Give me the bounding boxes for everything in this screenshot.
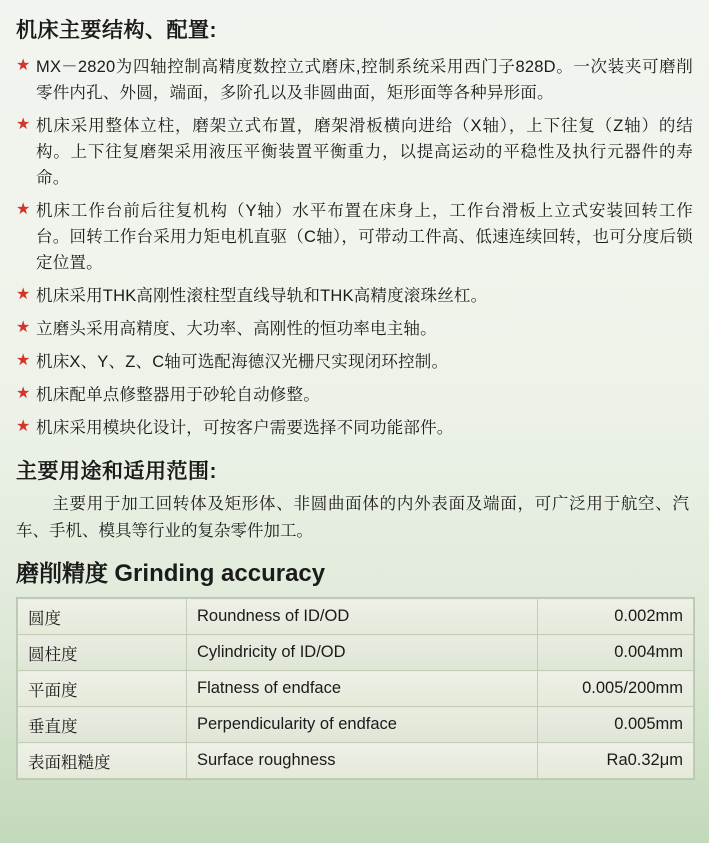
row-label-cn: 垂直度 bbox=[18, 707, 187, 743]
section-title-usage: 主要用途和适用范围: bbox=[16, 460, 217, 483]
list-item-text: 立磨头采用高精度、大功率、高刚性的恒功率电主轴。 bbox=[36, 320, 437, 338]
table-row bbox=[18, 635, 694, 671]
row-label-en: Surface roughness bbox=[187, 743, 538, 779]
accuracy-heading bbox=[16, 555, 693, 588]
list-item bbox=[16, 382, 693, 408]
structure-bullet-list bbox=[16, 54, 693, 441]
section-title-structure: 机床主要结构、配置: bbox=[16, 19, 217, 42]
list-item-text: 机床配单点修整器用于砂轮自动修整。 bbox=[36, 386, 320, 404]
table-row bbox=[18, 671, 694, 707]
list-item-text: 机床工作台前后往复机构（Y轴）水平布置在床身上，工作台滑板上立式安装回转工作台。回转工作台采用力矩电机直驱（C轴），可带动工件高、低速连续回转，也可分度后锁定位置。 bbox=[36, 202, 693, 272]
list-item bbox=[16, 283, 693, 309]
row-label-cn: 圆度 bbox=[18, 599, 187, 635]
list-item bbox=[16, 113, 693, 191]
list-item-text: 机床采用模块化设计，可按客户需要选择不同功能部件。 bbox=[36, 419, 454, 437]
table-row bbox=[18, 599, 694, 635]
star-icon: ★ bbox=[16, 57, 31, 74]
row-value: 0.004mm bbox=[538, 635, 694, 671]
grinding-accuracy-table bbox=[17, 598, 694, 779]
row-label-cn: 表面粗糙度 bbox=[18, 743, 187, 779]
table-row bbox=[18, 707, 694, 743]
accuracy-heading-en: Grinding accuracy bbox=[114, 560, 326, 587]
row-label-en: Flatness of endface bbox=[187, 671, 538, 707]
star-icon: ★ bbox=[16, 352, 31, 369]
list-item bbox=[16, 198, 693, 276]
row-label-en: Perpendicularity of endface bbox=[187, 707, 538, 743]
star-icon: ★ bbox=[16, 201, 31, 218]
star-icon: ★ bbox=[16, 418, 31, 435]
usage-paragraph: 主要用于加工回转体及矩形体、非圆曲面体的内外表面及端面，可广泛用于航空、汽车、手机、模具等行业的复杂零件加工。 bbox=[16, 495, 689, 540]
accuracy-heading-cn: 磨削精度 bbox=[16, 560, 108, 586]
row-label-cn: 平面度 bbox=[18, 671, 187, 707]
row-label-en: Roundness of ID/OD bbox=[187, 599, 538, 635]
list-item bbox=[16, 316, 693, 342]
list-item bbox=[16, 415, 693, 441]
star-icon: ★ bbox=[16, 319, 31, 336]
row-value: Ra0.32μm bbox=[538, 743, 694, 779]
list-item bbox=[16, 349, 693, 375]
star-icon: ★ bbox=[16, 286, 31, 303]
star-icon: ★ bbox=[16, 116, 31, 133]
table-row bbox=[18, 743, 694, 779]
list-item-text: MX－2820为四轴控制高精度数控立式磨床,控制系统采用西门子828D。一次装夹可磨削零件内孔、外圆，端面，多阶孔以及非圆曲面，矩形面等各种异形面。 bbox=[36, 58, 693, 102]
list-item-text: 机床X、Y、Z、C轴可选配海德汉光栅尺实现闭环控制。 bbox=[36, 353, 449, 371]
row-value: 0.005/200mm bbox=[538, 671, 694, 707]
row-label-en: Cylindricity of ID/OD bbox=[187, 635, 538, 671]
row-value: 0.002mm bbox=[538, 599, 694, 635]
list-item-text: 机床采用整体立柱，磨架立式布置，磨架滑板横向进给（X轴），上下往复（Z轴）的结构。上下往复磨架采用液压平衡装置平衡重力，以提高运动的平稳性及执行元器件的寿命。 bbox=[36, 117, 693, 187]
row-value: 0.005mm bbox=[538, 707, 694, 743]
list-item-text: 机床采用THK高刚性滚柱型直线导轨和THK高精度滚珠丝杠。 bbox=[36, 287, 488, 305]
list-item bbox=[16, 54, 693, 106]
row-label-cn: 圆柱度 bbox=[18, 635, 187, 671]
star-icon: ★ bbox=[16, 385, 31, 402]
